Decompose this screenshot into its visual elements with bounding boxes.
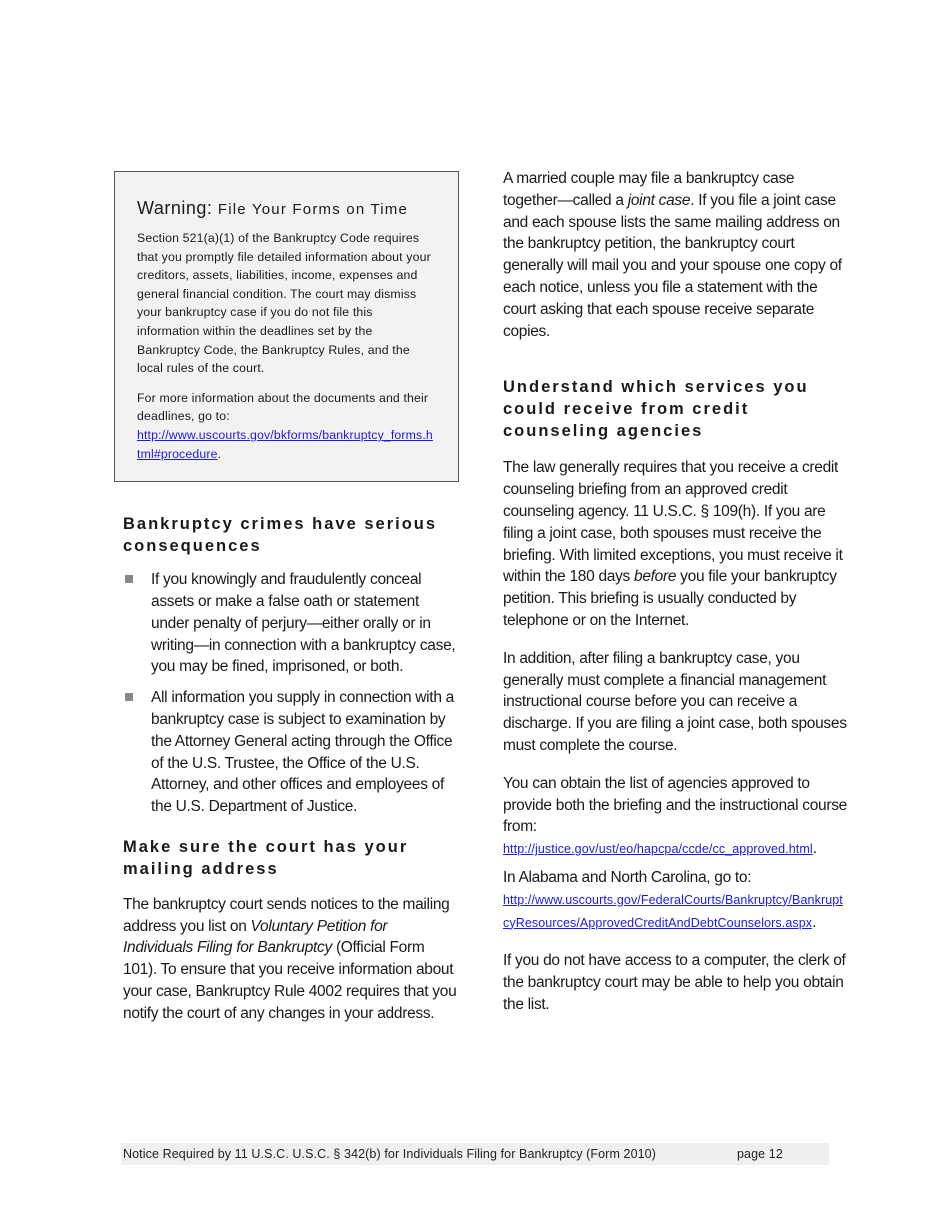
warning-title <box>137 198 436 219</box>
warning-title-label: Warning: <box>137 198 213 218</box>
warning-text: Section 521(a)(1) of the Bankruptcy Code requires that you promptly file detailed information about your creditors, assets, liabilities, income, expenses and general financial condition. The court may dismiss your bankruptcy case if you do not file this information within the deadlines set by the Bankruptcy Code, the Bankruptcy Rules, and the local rules of the court. <box>137 231 431 376</box>
crimes-list <box>123 569 459 818</box>
crimes-section <box>114 513 459 1025</box>
para-text-part: In Alabama and North Carolina, go to: <box>503 868 752 886</box>
para-text-part: You can obtain the list of agencies approved to provide both the briefing and the instructional course from: <box>503 774 847 836</box>
link-end: . <box>812 840 817 858</box>
alabama-nc-link[interactable]: http://www.uscourts.gov/FederalCourts/Bankruptcy/BankruptcyResources/ApprovedCreditAndDebtCounselors.aspx <box>503 892 843 930</box>
warning-box <box>114 171 459 482</box>
approved-agencies-link[interactable]: http://justice.gov/ust/eo/hapcpa/ccde/cc_approved.html <box>503 842 813 857</box>
para-text-part: you file your bankruptcy petition. This briefing is usually conducted by telephone or on the Internet. <box>503 568 837 629</box>
before-emphasis: before <box>634 568 677 586</box>
mailing-heading: Make sure the court has your mailing address <box>123 837 409 878</box>
list-item <box>123 687 459 818</box>
bullet-square-icon <box>125 693 133 701</box>
page-number: page 12 <box>737 1147 783 1161</box>
warning-more-info <box>137 389 436 463</box>
petition-title: Voluntary Petition for Individuals Filing for Bankruptcy <box>123 917 388 957</box>
joint-text-part: A married couple may file a bankruptcy case together—called a <box>503 170 795 209</box>
joint-case-text <box>503 168 848 342</box>
page-footer <box>121 1143 829 1165</box>
left-column <box>114 171 459 1025</box>
warning-title-sub: File Your Forms on Time <box>217 201 409 218</box>
bullet-text: If you knowingly and fraudulently conceal assets or make a false oath or statement under penalty of perjury—either orally or in writing—in connection with a bankruptcy case, you may be fined, imprisoned, or both. <box>151 571 456 676</box>
footer-text: Notice Required by 11 U.S.C. U.S.C. § 342(b) for Individuals Filing for Bankruptcy (Form 2010) <box>123 1147 656 1161</box>
crimes-heading: Bankruptcy crimes have serious consequences <box>123 515 438 556</box>
para-text-part: The law generally requires that you receive a credit counseling briefing from an approved credit counseling agency. 11 U.S.C. § 109(h). If you are filing a joint case, both spouses must receive the briefing. With limited exceptions, you must receive it within the 180 days <box>503 459 843 586</box>
counseling-para-3 <box>503 773 848 861</box>
warning-more-text: For more information about the documents and their deadlines, go to: <box>137 390 429 424</box>
counseling-para-4 <box>503 867 848 934</box>
bullet-text: All information you supply in connection with a bankruptcy case is subject to examination by the Attorney General acting through the Office of the U.S. Trustee, the Office of the U.S. Attorney, and other offices and employees of the U.S. Department of Justice. <box>151 689 454 816</box>
procedure-link[interactable]: http://www.uscourts.gov/bkforms/bankruptcy_forms.html#procedure <box>137 427 433 461</box>
warning-link-end: . <box>217 446 222 461</box>
right-column <box>503 168 848 1032</box>
link-end: . <box>812 913 817 931</box>
counseling-para-1 <box>503 457 848 631</box>
mailing-text-part: (Official Form 101). To ensure that you receive information about your case, Bankruptcy Rule 4002 requires that you notify the court of any changes in your address. <box>123 939 457 1022</box>
counseling-para-5: If you do not have access to a computer, the clerk of the bankruptcy court may be able to help you obtain the list. <box>503 952 846 1013</box>
mailing-text-part: The bankruptcy court sends notices to the mailing address you list on <box>123 895 450 935</box>
mailing-text <box>123 894 459 1025</box>
joint-case-term: joint case <box>627 191 691 209</box>
counseling-para-2: In addition, after filing a bankruptcy case, you generally must complete a financial management instructional course before you can receive a discharge. If you are filing a joint case, both spouses must complete the course. <box>503 649 847 754</box>
joint-text-part: . If you file a joint case and each spouse lists the same mailing address on the bankruptcy petition, the bankruptcy court generally will mail you and your spouse one copy of each notice, unless you file a statement with the court asking that each spouse receive separate copies. <box>503 191 842 340</box>
list-item <box>123 569 459 678</box>
counseling-heading: Understand which services you could receive from credit counseling agencies <box>503 378 809 441</box>
bullet-square-icon <box>125 575 133 583</box>
